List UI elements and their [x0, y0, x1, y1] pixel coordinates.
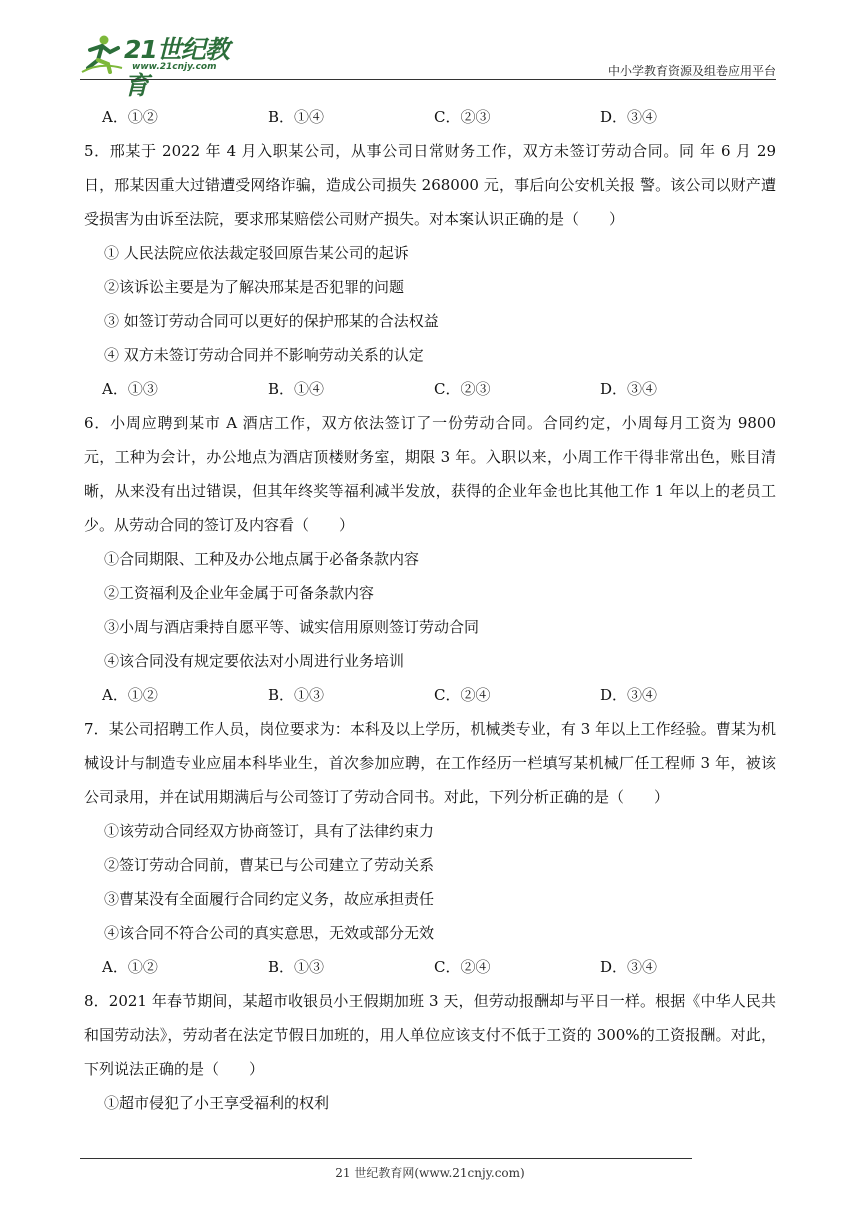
header-divider: [80, 79, 776, 80]
footer-divider: [80, 1158, 692, 1159]
q6-option-a: A．①②: [102, 686, 158, 704]
site-logo[interactable]: [80, 28, 250, 100]
q8-stem: 8．2021 年春节期间，某超市收银员小王假期加班 3 天，但劳动报酬却与平日一样。根据《中华人民共和国劳动法》，劳动者在法定节假日加班的，用人单位应该支付不低于工资的 300%的工资报酬。对此，下列说法正确的是（ ）: [84, 992, 776, 1078]
q5-item-3: ③ 如签订劳动合同可以更好的保护邢某的合法权益: [104, 312, 439, 330]
q6-item-3: ③小周与酒店秉持自愿平等、诚实信用原则签订劳动合同: [104, 618, 480, 636]
q6-option-b: B．①③: [268, 686, 325, 704]
question-content: [84, 100, 776, 1120]
q6-item-1: ①合同期限、工种及办公地点属于必备条款内容: [104, 550, 420, 568]
logo-text: 21世纪教育: [124, 35, 229, 100]
q7-stem: 7．某公司招聘工作人员，岗位要求为：本科及以上学历，机械类专业，有 3 年以上工作经验。曹某为机械设计与制造专业应届本科毕业生，首次参加应聘，在工作经历一栏填写某机械厂任工程师 3 年，被该公司录用，并在试用期满后与公司签订了劳动合同书。对此，下列分析正确的是（ ）: [84, 720, 776, 806]
q7-option-b: B．①③: [268, 958, 325, 976]
q7-option-a: A．①②: [102, 958, 158, 976]
q7-option-c: C．②④: [434, 958, 491, 976]
q5-option-a: A．①③: [102, 380, 158, 398]
q6-item-4: ④该合同没有规定要依法对小周进行业务培训: [104, 652, 405, 670]
page-header: [80, 28, 776, 100]
q5-item-1: ① 人民法院应依法裁定驳回原告某公司的起诉: [104, 244, 409, 262]
q7-item-1: ①该劳动合同经双方协商签订，具有了法律约束力: [104, 822, 435, 840]
page-footer[interactable]: 21 世纪教育网(www.21cnjy.com): [335, 1166, 525, 1180]
q6-stem: 6．小周应聘到某市 A 酒店工作，双方依法签订了一份劳动合同。合同约定，小周每月工资为 9800 元，工种为会计，办公地点为酒店顶楼财务室，期限 3 年。入职以来，小周工作干得非常出色，账目清晰，从来没有出过错误，但其年终奖等福利减半发放，获得的企业年金也比其他工作 1 年以上的老员工少。从劳动合同的签订及内容看（ ）: [84, 414, 776, 534]
q7-option-d: D．③④: [600, 958, 658, 976]
q5-options: [84, 372, 776, 406]
q5-option-c: C．②③: [434, 380, 491, 398]
q6-options: [84, 678, 776, 712]
q5-stem: 5．邢某于 2022 年 4 月入职某公司，从事公司日常财务工作，双方未签订劳动合同。同 年 6 月 29 日，邢某因重大过错遭受网络诈骗，造成公司损失 268000 元，事后向公安机关报 警。该公司以财产遭受损害为由诉至法院，要求邢某赔偿公司财产损失。对本案认识正确的是（ ）: [84, 142, 776, 228]
q8-item-1: ①超市侵犯了小王享受福利的权利: [104, 1094, 330, 1112]
q4-option-d: D．③④: [600, 108, 658, 126]
platform-title: 中小学教育资源及组卷应用平台: [607, 64, 776, 78]
q5-option-b: B．①④: [268, 380, 325, 398]
runner-logo-icon: [80, 34, 124, 74]
q5-option-d: D．③④: [600, 380, 658, 398]
q5-item-2: ②该诉讼主要是为了解决邢某是否犯罪的问题: [104, 278, 405, 296]
logo-url: www.21cnjy.com: [132, 62, 217, 72]
q7-item-2: ②签订劳动合同前，曹某已与公司建立了劳动关系: [104, 856, 435, 874]
q6-option-c: C．②④: [434, 686, 491, 704]
q6-option-d: D．③④: [600, 686, 658, 704]
q4-option-c: C．②③: [434, 108, 491, 126]
q4-option-b: B．①④: [268, 108, 325, 126]
q7-item-3: ③曹某没有全面履行合同约定义务，故应承担责任: [104, 890, 435, 908]
q4-option-a: A．①②: [102, 108, 158, 126]
q5-item-4: ④ 双方未签订劳动合同并不影响劳动关系的认定: [104, 346, 424, 364]
q7-item-4: ④该合同不符合公司的真实意思，无效或部分无效: [104, 924, 435, 942]
q7-options: [84, 950, 776, 984]
q6-item-2: ②工资福利及企业年金属于可备条款内容: [104, 584, 375, 602]
q4-options: [84, 100, 776, 134]
